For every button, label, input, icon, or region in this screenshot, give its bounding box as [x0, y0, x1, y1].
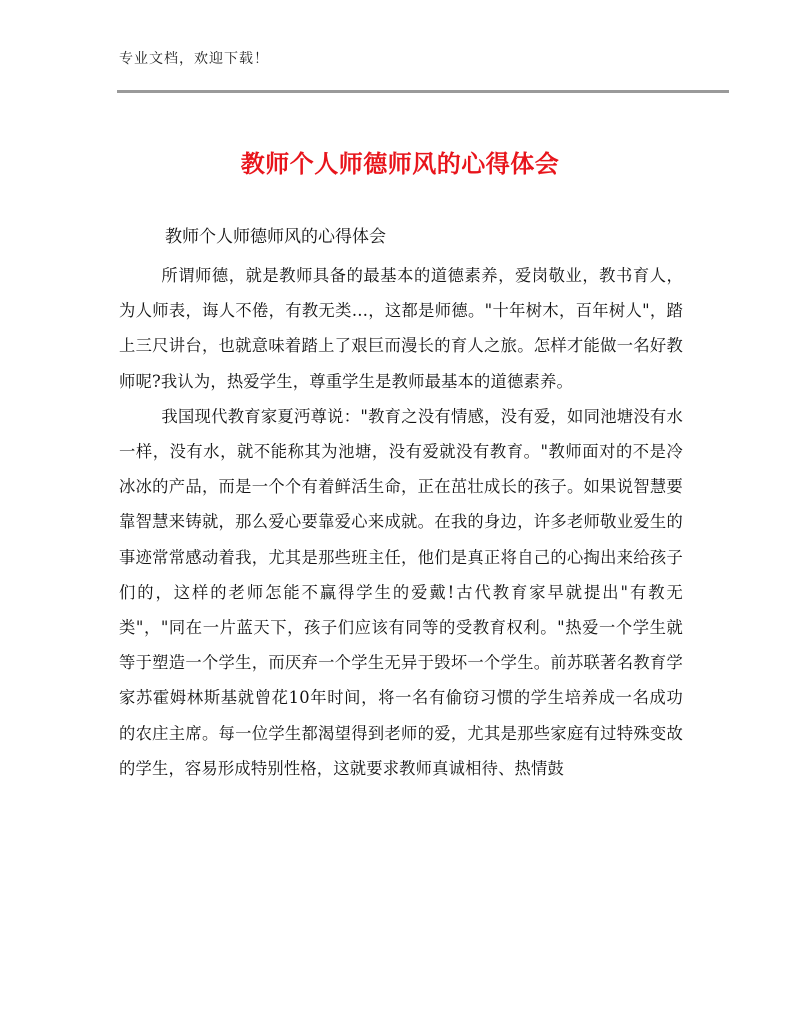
paragraph-2: 我国现代教育家夏沔尊说："教育之没有情感，没有爱，如同池塘没有水一样，没有水，就不能称其为池塘，没有爱就没有教育。"教师面对的不是冷冰冰的产品，而是一个个有着鲜活生命，正在茁壮成长的孩子。如果说智慧要靠智慧来铸就，那么爱心要靠爱心来成就。在我的身边，许多老师敬业爱生的事迹常常感动着我，尤其是那些班主任，他们是真正将自己的心掏出来给孩子们的，这样的老师怎能不赢得学生的爱戴!古代教育家早就提出"有教无类"，"同在一片蓝天下，孩子们应该有同等的受教育权利。"热爱一个学生就等于塑造一个学生，而厌弃一个学生无异于毁坏一个学生。前苏联著名教育学家苏霍姆林斯基就曾花10年时间，将一名有偷窃习惯的学生培养成一名成功的农庄主席。每一位学生都渴望得到老师的爱，尤其是那些家庭有过特殊变故的学生，容易形成特别性格，这就要求教师真诚相待、热情鼓	[119, 406, 683, 778]
paragraph-1: 所谓师德，就是教师具备的最基本的道德素养，爱岗敬业，教书育人，为人师表，诲人不倦，有教无类…，这都是师德。"十年树木，百年树人"，踏上三尺讲台，也就意味着踏上了艰巨而漫长的育人之旅。怎样才能做一名好教师呢?我认为，热爱学生，尊重学生是教师最基本的道德素养。	[119, 266, 683, 391]
document-body	[119, 258, 683, 786]
document-subtitle: 教师个人师德师风的心得体会	[165, 227, 386, 247]
header-divider	[117, 90, 729, 93]
document-title: 教师个人师德师风的心得体会	[240, 150, 560, 178]
header-note: 专业文档，欢迎下载！	[119, 51, 269, 67]
